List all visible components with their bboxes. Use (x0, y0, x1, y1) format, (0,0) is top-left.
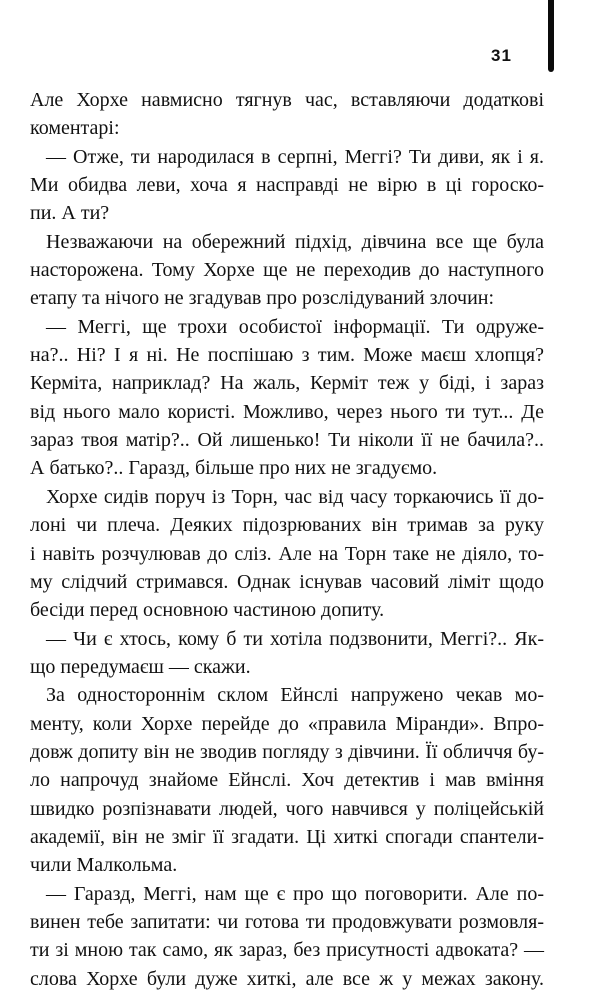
text-line: пи. А ти? (30, 202, 110, 225)
text-line: — Отже, ти народилася в серпні, Меггі? Ти диви, як і я. (46, 145, 544, 168)
text-line: етапу та нічого не згадував про розслідуваний злочин: (30, 287, 495, 310)
text-line: Керміта, наприклад? На жаль, Керміт теж у біді, і зараз (30, 372, 544, 395)
text-line: ти зі мною так само, як зараз, без присутності адвоката? — (30, 939, 544, 962)
body-text (30, 86, 544, 993)
text-line: бесіди перед основною частиною допиту. (30, 599, 385, 622)
text-line: від нього мало користі. Можливо, через нього ти тут... Де (30, 400, 544, 423)
text-line: За одностороннім склом Ейнслі напружено чекав мо- (46, 684, 544, 707)
text-line: насторожена. Тому Хорхе ще не переходив до наступного (30, 259, 544, 282)
text-line: академії, він не зміг її згадати. Ці хиткі спогади спантели- (30, 825, 544, 848)
text-line: зараз твоя матір?.. Ой лишенько! Ти ніколи її не бачила?.. (30, 429, 544, 452)
text-line: і навіть розчулював до сліз. Але на Торн таке не діяло, то- (30, 542, 544, 565)
text-line: коментарі: (30, 117, 120, 140)
text-line: на?.. Ні? І я ні. Не поспішаю з тим. Може маєш хлопця? (30, 344, 544, 367)
page-number: 31 (491, 46, 512, 65)
page-edge-mark (548, 0, 554, 72)
text-line: — Гаразд, Меггі, нам ще є про що поговорити. Але по- (46, 882, 544, 905)
text-line: — Чи є хтось, кому б ти хотіла подзвонити, Меггі?.. Як- (46, 627, 544, 650)
text-line: — Меггі, ще трохи особистої інформації. Ти одруже- (46, 315, 544, 338)
text-line: Ми обидва леви, хоча я насправді не вірю в ці гороско- (30, 174, 544, 197)
text-line: Незважаючи на обережний підхід, дівчина все ще була (46, 230, 544, 253)
text-line: винен тебе запитати: чи готова ти продовжувати розмовля- (30, 910, 544, 933)
text-line: менту, коли Хорхе перейде до «правила Міранди». Впро- (30, 712, 544, 735)
text-line: довж допиту він не зводив погляду з дівчини. Її обличчя бу- (30, 740, 544, 763)
text-line: що передумаєш — скажи. (30, 655, 251, 678)
text-line: Хорхе сидів поруч із Торн, час від часу торкаючись її до- (46, 485, 544, 508)
text-line: лоні чи плеча. Деяких підозрюваних він тримав за руку (30, 514, 544, 537)
text-line: Але Хорхе навмисно тягнув час, вставляючи додаткові (30, 89, 544, 111)
text-line: А батько?.. Гаразд, більше про них не згадуємо. (30, 457, 438, 480)
text-line: ло напрочуд знайоме Ейнслі. Хоч детектив і мав вміння (30, 769, 544, 792)
text-line: му слідчий стримався. Однак існував часовий ліміт щодо (30, 570, 544, 593)
text-line: швидко розпізнавати людей, чого навчився у поліцейській (30, 797, 544, 820)
text-line: слова Хорхе були дуже хиткі, але все ж у межах закону. (30, 967, 544, 990)
text-line: чили Малкольма. (30, 854, 178, 877)
